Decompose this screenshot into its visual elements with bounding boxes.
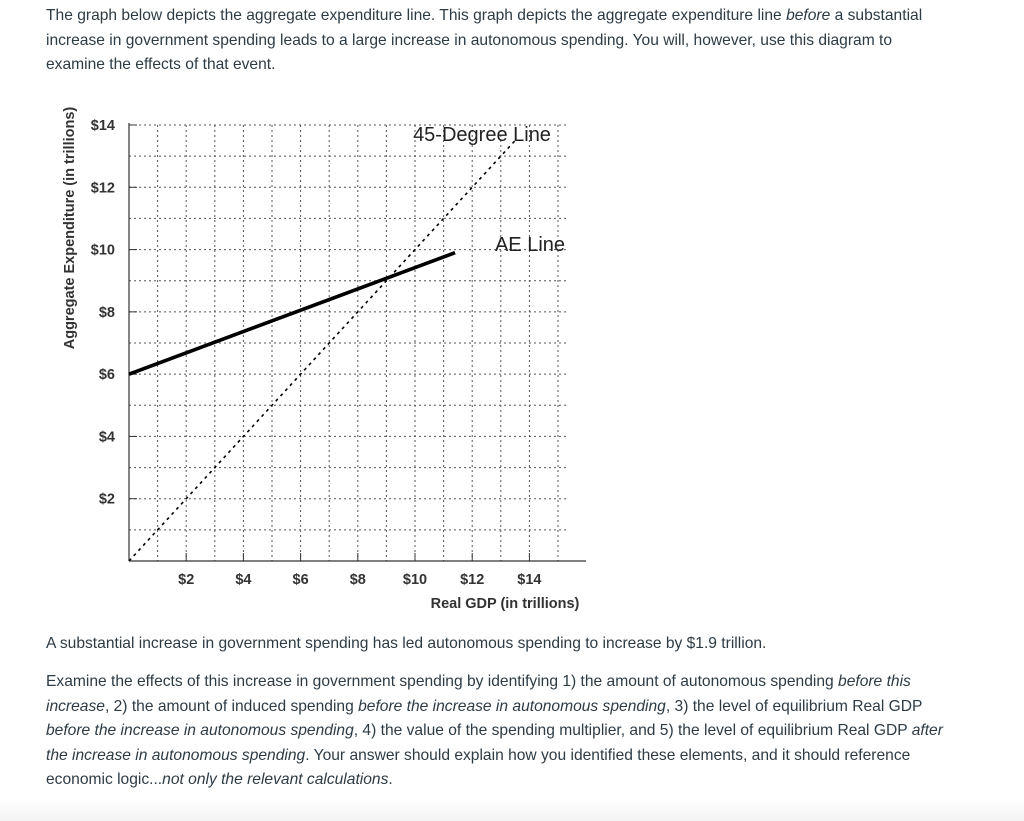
task-text-1: Examine the effects of this increase in government spending by identifying 1) the amount of autonomous spending bbox=[46, 673, 839, 690]
intro-text-2: a substantial increase in government spending leads to a large increase in autonomous spending. You will, however, use this diagram to examine the effects of that event. bbox=[46, 7, 923, 74]
y-tick-label: $2 bbox=[98, 491, 115, 508]
x-tick-label: $14 bbox=[517, 572, 542, 588]
x-tick-label: $8 bbox=[349, 572, 366, 588]
intro-emphasis-before: before bbox=[786, 7, 831, 24]
x-tick-label: $6 bbox=[292, 572, 309, 588]
task-emphasis-1: before this increase bbox=[46, 673, 911, 715]
chart-series bbox=[129, 141, 515, 561]
intro-text-1: The graph below depicts the aggregate expenditure line. This graph depicts the aggregate expenditure line bbox=[46, 7, 787, 24]
y-tick-label: $10 bbox=[90, 242, 115, 259]
chart-ticks bbox=[91, 118, 542, 588]
ae-line-label: AE Line bbox=[494, 234, 566, 256]
task-emphasis-2: before the increase in autonomous spending bbox=[358, 697, 666, 715]
y-tick-label: $14 bbox=[90, 118, 115, 134]
task-text-3: , 3) the level of equilibrium Real GDP bbox=[665, 697, 923, 715]
task-text-5: . Your answer should explain how you identified these elements, and it should reference economic logic... bbox=[46, 746, 911, 789]
ae-line bbox=[129, 253, 455, 374]
task-emphasis-4: after the increase in autonomous spending bbox=[46, 722, 943, 764]
x-tick-label: $10 bbox=[402, 572, 428, 588]
task-emphasis-3: before the increase in autonomous spending bbox=[46, 722, 354, 740]
task-paragraph bbox=[46, 670, 946, 793]
task-text-4: , 4) the value of the spending multiplier, and 5) the level of equilibrium Real GDP bbox=[353, 722, 912, 740]
x-tick-label: $12 bbox=[460, 572, 485, 588]
y-tick-label: $8 bbox=[98, 304, 115, 321]
task-text-2: , 2) the amount of induced spending bbox=[104, 697, 359, 715]
x-tick-label: $2 bbox=[178, 572, 195, 588]
task-emphasis-5: not only the relevant calculations bbox=[162, 771, 389, 789]
increase-paragraph: A substantial increase in government spending has led autonomous spending to increase by $1.9 trillion. bbox=[46, 635, 767, 652]
x-axis-label: Real GDP (in trillions) bbox=[430, 596, 580, 612]
y-axis-label: Aggregate Expenditure (in trillions) bbox=[62, 106, 78, 350]
forty-five-degree-line-label: 45-Degree Line bbox=[413, 124, 551, 146]
chart-grid bbox=[129, 125, 568, 561]
y-tick-label: $12 bbox=[90, 180, 115, 197]
y-tick-label: $4 bbox=[98, 429, 115, 446]
x-tick-label: $4 bbox=[235, 572, 252, 588]
task-text-6: . bbox=[388, 771, 393, 789]
page-bottom-edge bbox=[0, 800, 1024, 821]
y-tick-label: $6 bbox=[98, 367, 115, 384]
